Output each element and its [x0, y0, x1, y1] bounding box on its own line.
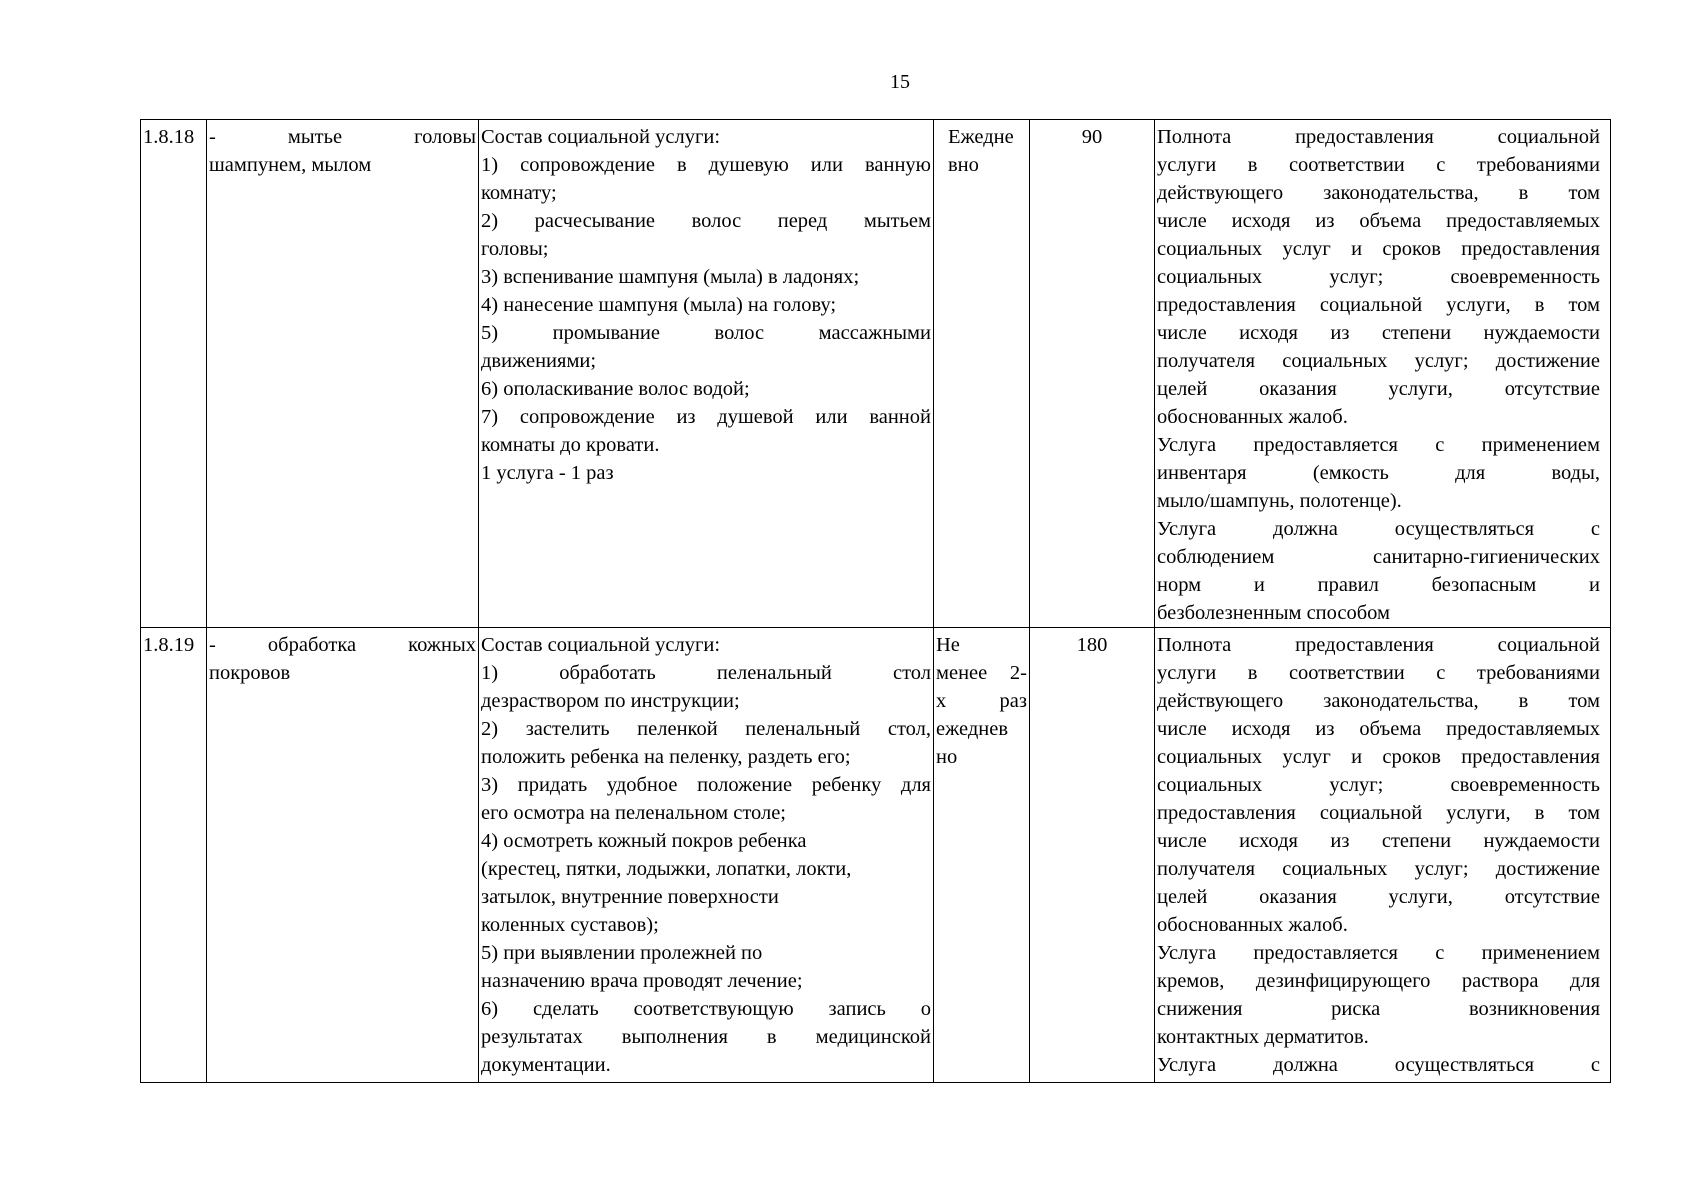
composition-line: 7) сопровождение из душевой или ванной [481, 406, 931, 428]
service-name-line: покровов [209, 662, 291, 684]
quality-line: социальных услуг и сроков предоставления [1157, 746, 1600, 768]
composition-line: 2) расчесывание волос перед мытьем [481, 210, 931, 232]
composition-line: 3) придать удобное положение ребенку для [481, 774, 931, 796]
composition-line: комнаты до кровати. [481, 434, 660, 456]
quality-line: действующего законодательства, в том [1157, 690, 1600, 712]
table-body [141, 120, 1611, 1083]
quality-line: получателя социальных услуг; достижение [1157, 350, 1600, 372]
composition-line: Состав социальной услуги: [481, 126, 721, 148]
service-number-cell: 1.8.19 [141, 628, 207, 1083]
quality-line: получателя социальных услуг; достижение [1157, 858, 1600, 880]
service-number-cell: 1.8.18 [141, 120, 207, 628]
quality-line: целей оказания услуги, отсутствие [1157, 886, 1600, 908]
service-frequency-cell [934, 628, 1030, 1083]
quality-line: обоснованных жалоб. [1157, 914, 1348, 936]
quality-line: предоставления социальной услуги, в том [1157, 802, 1600, 824]
quality-line: кремов, дезинфицирующего раствора для [1157, 970, 1600, 992]
quality-line: социальных услуг; своевременность [1157, 774, 1600, 796]
composition-line: 3) вспенивание шампуня (мыла) в ладонях; [481, 266, 860, 288]
frequency-line: вно [948, 154, 979, 176]
service-time-norm-cell: 180 [1030, 628, 1155, 1083]
service-quality-cell [1155, 628, 1611, 1083]
composition-line: 6) сделать соответствующую запись о [481, 998, 931, 1020]
composition-line: документации. [481, 1054, 611, 1076]
quality-line: снижения риска возникновения [1157, 998, 1600, 1020]
service-name-cell [207, 628, 479, 1083]
composition-line: дезраствором по инструкции; [481, 690, 740, 712]
frequency-line: но [936, 746, 958, 768]
quality-line: Услуга должна осуществляться с [1157, 1054, 1600, 1076]
composition-line: комнату; [481, 182, 557, 204]
frequency-line: Не [936, 634, 960, 656]
quality-line: целей оказания услуги, отсутствие [1157, 378, 1600, 400]
composition-line: коленных суставов); [481, 914, 659, 936]
quality-line: социальных услуг; своевременность [1157, 266, 1600, 288]
service-name-line: - мытье головы [209, 126, 476, 148]
quality-line: обоснованных жалоб. [1157, 406, 1348, 428]
composition-line: назначению врача проводят лечение; [481, 970, 803, 992]
quality-line: соблюдением санитарно-гигиенических [1157, 546, 1600, 568]
quality-line: услуги в соответствии с требованиями [1157, 154, 1600, 176]
frequency-line: ежеднев [936, 718, 1009, 740]
quality-line: Услуга должна осуществляться с [1157, 518, 1600, 540]
composition-line: движениями; [481, 350, 597, 372]
composition-line: затылок, внутренние поверхности [481, 886, 779, 908]
quality-line: услуги в соответствии с требованиями [1157, 662, 1600, 684]
composition-line: его осмотра на пеленальном столе; [481, 802, 787, 824]
composition-line: 1) обработать пеленальный стол [481, 662, 931, 684]
service-frequency-cell [934, 120, 1030, 628]
quality-line: мыло/шампунь, полотенце). [1157, 490, 1402, 512]
composition-line: головы; [481, 238, 549, 260]
quality-line: числе исходя из объема предоставляемых [1157, 210, 1600, 232]
frequency-line: х раз [936, 690, 1027, 712]
composition-line: Состав социальной услуги: [481, 634, 721, 656]
composition-line: 4) нанесение шампуня (мыла) на голову; [481, 294, 837, 316]
table-row [141, 628, 1611, 1083]
page-number: 15 [890, 71, 910, 93]
service-quality-cell [1155, 120, 1611, 628]
quality-line: числе исходя из объема предоставляемых [1157, 718, 1600, 740]
quality-line: Услуга предоставляется с применением [1157, 434, 1600, 456]
composition-line: 1 услуга - 1 раз [481, 462, 614, 484]
composition-line: 2) застелить пеленкой пеленальный стол, [481, 718, 931, 740]
quality-line: Услуга предоставляется с применением [1157, 942, 1600, 964]
quality-line: социальных услуг и сроков предоставления [1157, 238, 1600, 260]
service-name-line: шампунем, мылом [209, 154, 372, 176]
quality-line: числе исходя из степени нуждаемости [1157, 830, 1600, 852]
service-name-line: - обработка кожных [209, 634, 476, 656]
quality-line: числе исходя из степени нуждаемости [1157, 322, 1600, 344]
quality-line: Полнота предоставления социальной [1157, 634, 1600, 656]
frequency-line: менее 2- [936, 662, 1027, 684]
composition-line: 1) сопровождение в душевую или ванную [481, 154, 931, 176]
quality-line: действующего законодательства, в том [1157, 182, 1600, 204]
frequency-line: Ежедне [948, 126, 1014, 148]
service-composition-cell [479, 628, 934, 1083]
composition-line: 5) промывание волос массажными [481, 322, 931, 344]
service-name-cell [207, 120, 479, 628]
composition-line: положить ребенка на пеленку, раздеть его; [481, 746, 851, 768]
composition-line: 6) ополаскивание волос водой; [481, 378, 750, 400]
quality-line: норм и правил безопасным и [1157, 574, 1600, 596]
quality-line: безболезненным способом [1157, 602, 1391, 624]
composition-line: 5) при выявлении пролежней по [481, 942, 763, 964]
composition-line: 4) осмотреть кожный покров ребенка [481, 830, 807, 852]
quality-line: Полнота предоставления социальной [1157, 126, 1600, 148]
quality-line: инвентаря (емкость для воды, [1157, 462, 1600, 484]
services-table [140, 119, 1611, 1083]
quality-line: предоставления социальной услуги, в том [1157, 294, 1600, 316]
service-time-norm-cell: 90 [1030, 120, 1155, 628]
composition-line: (крестец, пятки, лодыжки, лопатки, локти, [481, 858, 852, 880]
quality-line: контактных дерматитов. [1157, 1026, 1369, 1048]
table-row [141, 120, 1611, 628]
composition-line: результатах выполнения в медицинской [481, 1026, 931, 1048]
service-composition-cell [479, 120, 934, 628]
